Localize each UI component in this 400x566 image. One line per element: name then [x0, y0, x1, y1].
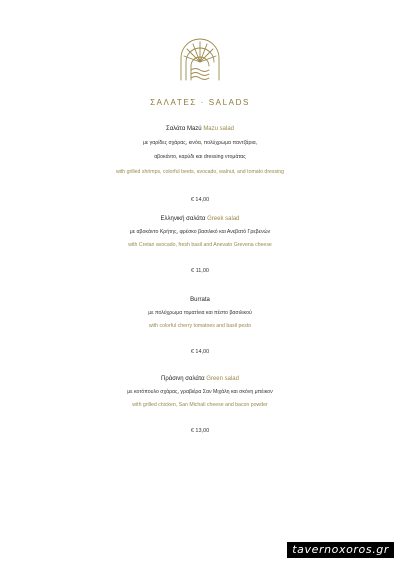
- dish-name: [0, 295, 400, 305]
- dish-name-en: Green salad: [206, 376, 239, 382]
- dish-description-en: with colorful cherry tomatoes and basil pesto: [148, 323, 252, 329]
- dish-name-en: Greek salad: [207, 216, 240, 222]
- dish-description-gr: με αβοκάντο Κρήτης, φρέσκο βασιλικό και Ανεβατό Γρεβενών: [129, 229, 271, 235]
- dish-price: € 14,00: [190, 197, 210, 203]
- dish-description-gr: με πολύχρωμα τοματίνια και πέστο βασιλικού: [148, 310, 252, 316]
- dish-price: € 13,00: [190, 428, 210, 434]
- dish-name-gr: Burrata: [190, 297, 210, 303]
- dish-description-en: with grilled shrimps, colorful beets, avocado, walnut, and tomato dressing: [115, 169, 285, 175]
- dish-name-gr: Ελληνική σαλάτα: [160, 216, 206, 222]
- dish-description-en: with Cretan avocado, fresh basil and Anevato Grevena cheese: [128, 242, 272, 248]
- dish-item: [0, 124, 400, 205]
- dish-item: [0, 295, 400, 357]
- dish-price: € 11,00: [191, 268, 209, 274]
- section-title: ΣΑΛΑΤΕΣ · SALADS: [150, 98, 250, 107]
- dish-description-en: with grilled chicken, San Michali cheese and bacon powder: [132, 402, 268, 408]
- dish-name: [0, 374, 400, 384]
- dish-description-gr: με γαρίδες σχάρας, κινόα, πολύχρωμα παντζάρια,: [142, 140, 258, 146]
- fan-arch-icon: [175, 38, 225, 82]
- dish-name-gr: Σαλάτα Mazú: [165, 126, 202, 132]
- dish-name-gr: Πράσινη σαλάτα: [161, 376, 205, 382]
- site-watermark: tavernoxoros.gr: [287, 542, 394, 558]
- dish-price: € 14,00: [190, 349, 210, 355]
- dish-name-en: Mazu salad: [203, 126, 234, 132]
- dish-description-gr: με κοτόπουλο σχάρας, γραβιέρα Σαν Μιχάλη και σκόνη μπέικον: [127, 389, 273, 395]
- dish-item: [0, 374, 400, 436]
- dish-description-gr: αβοκάντο, καρύδι και dressing ντομάτας: [154, 154, 246, 160]
- dish-name: [0, 214, 400, 224]
- dish-item: [0, 214, 400, 276]
- dish-name: [0, 124, 400, 134]
